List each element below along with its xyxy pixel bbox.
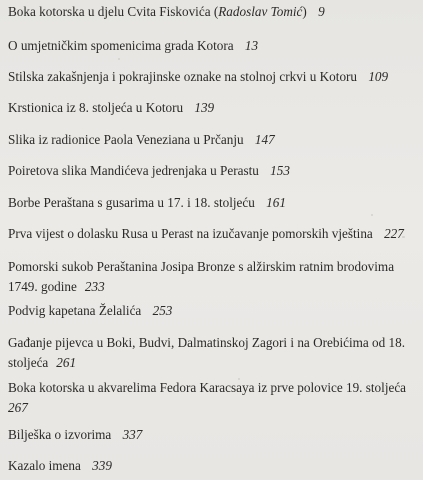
toc-entry[interactable] xyxy=(8,456,418,476)
toc-entry-title: Poiretova slika Mandićeva jedrenjaka u Perastu xyxy=(8,163,259,178)
toc-entry-title: Bilješka o izvorima xyxy=(8,427,112,442)
toc-entry-title: Gađanje pijevca u Boki, Budvi, Dalmatinskoj Zagori i na Orebićima od 18. xyxy=(8,335,405,350)
toc-entry[interactable] xyxy=(8,98,418,118)
toc-entry[interactable] xyxy=(8,257,418,296)
toc-entry[interactable] xyxy=(8,130,418,150)
toc-entry-title: Krstionica iz 8. stoljeća u Kotoru xyxy=(8,100,184,115)
toc-entry[interactable] xyxy=(8,333,418,372)
toc-entry-page: 9 xyxy=(318,4,325,19)
toc-entry-title: Podvig kapetana Želalića xyxy=(8,303,142,318)
toc-entry[interactable] xyxy=(8,193,418,213)
toc-entry-title-continued: stoljeća xyxy=(8,354,49,370)
toc-entry-page: 339 xyxy=(92,458,112,473)
toc-entry-title-continued: 1749. godine xyxy=(8,278,77,294)
toc-entry[interactable] xyxy=(8,301,418,321)
toc-entry-page: 267 xyxy=(8,399,28,415)
toc-entry-page: 253 xyxy=(152,303,173,318)
toc-entry-title: Prva vijest o dolasku Rusa u Perast na izučavanje pomorskih vještina xyxy=(8,226,373,241)
toc-entry-page: 337 xyxy=(122,427,143,442)
toc-entry[interactable] xyxy=(8,425,418,445)
toc-entry-title: Slika iz radionice Paola Veneziana u Prčanju xyxy=(8,132,244,147)
toc-entry-title: Kazalo imena xyxy=(8,458,81,473)
toc-entry-title: Stilska zakašnjenja i pokrajinske oznake na stolnoj crkvi u Kotoru xyxy=(8,69,358,84)
toc-entry[interactable] xyxy=(8,36,418,56)
toc-entry-page: 109 xyxy=(368,69,389,84)
toc-entry-title: O umjetničkim spomenicima grada Kotora xyxy=(8,38,234,53)
toc-entry-title: Boka kotorska u djelu Cvita Fiskovića ( xyxy=(8,4,219,19)
toc-entry-title: Pomorski sukob Peraštanina Josipa Bronze s alžirskim ratnim brodovima xyxy=(8,259,395,274)
toc-entry-page: 161 xyxy=(266,195,286,210)
toc-entry-page: 139 xyxy=(194,100,215,115)
toc-entry-author: Radoslav Tomić xyxy=(218,4,303,19)
toc-entry-title: Boka kotorska u akvarelima Fedora Karacsaya iz prve polovice 19. stoljeća xyxy=(8,380,407,395)
toc-entry-page: 233 xyxy=(84,278,105,294)
toc-entry[interactable] xyxy=(8,67,418,87)
toc-entry[interactable] xyxy=(8,224,418,244)
toc-entry-title: Borbe Peraštana s gusarima u 17. i 18. stoljeću xyxy=(8,195,255,210)
toc-entry[interactable] xyxy=(8,2,418,22)
toc-entry-title-close: ) xyxy=(302,4,307,19)
toc-entry-page: 147 xyxy=(254,132,275,147)
toc-entry-page: 227 xyxy=(384,226,404,241)
toc-entry-page: 153 xyxy=(270,163,290,178)
toc-entry-page: 13 xyxy=(244,38,259,53)
toc-entry[interactable] xyxy=(8,378,418,417)
toc-entry-page: 261 xyxy=(56,354,77,370)
toc-entry[interactable] xyxy=(8,161,418,181)
